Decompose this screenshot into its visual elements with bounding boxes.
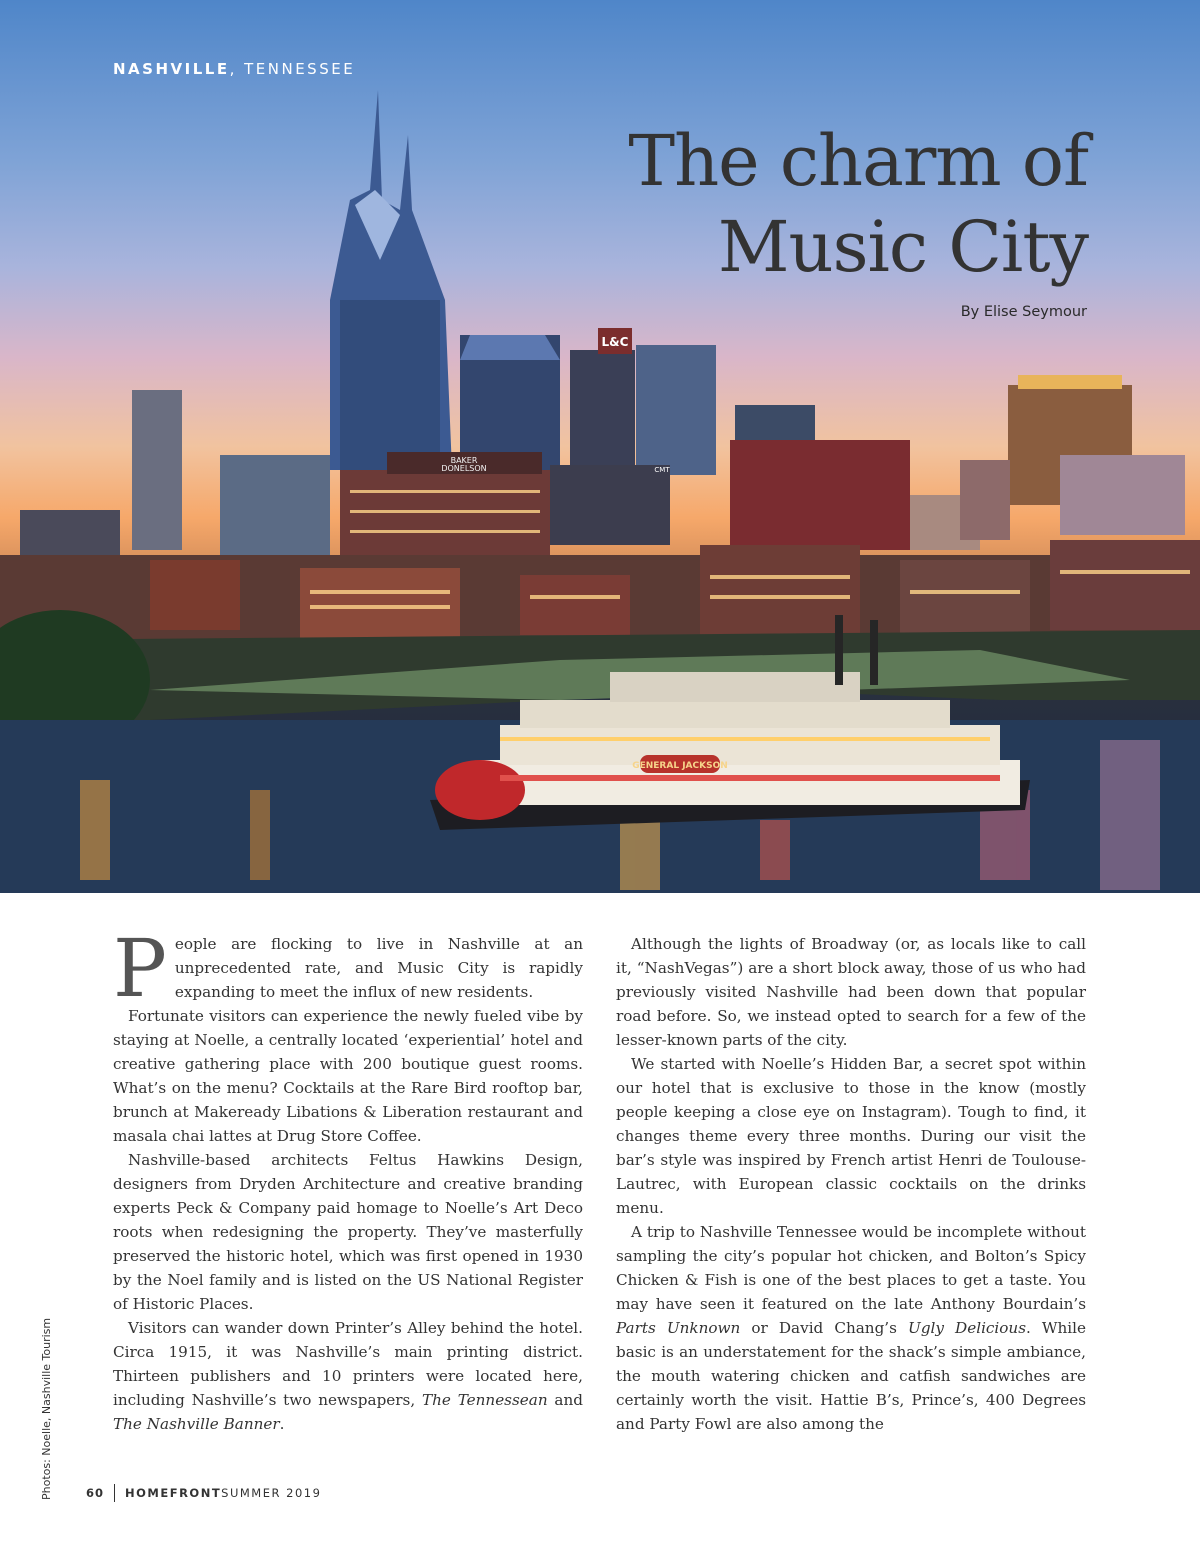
paragraph-text: eople are flocking to live in Nashville at an unprecedented rate, and Music City is rapidly expanding to meet the influx of new residents. xyxy=(174,935,583,1001)
section-state: , TENNESSEE xyxy=(229,60,356,78)
footer-divider xyxy=(114,1484,115,1502)
paragraph: We started with Noelle’s Hidden Bar, a secret spot within our hotel that is exclusive to those in the know (mostly people keeping a close eye on Instagram). Tough to find, it changes theme every three months. During our visit the bar’s style was inspired by French artist Henri de Toulouse-Lautrec, with European classic cocktails on the drinks menu. xyxy=(616,1055,1086,1217)
sign-baker: BAKER xyxy=(450,456,478,465)
paragraph xyxy=(616,1220,1086,1436)
issue-label: SUMMER 2019 xyxy=(221,1486,322,1500)
title-line-2: Music City xyxy=(717,206,1088,288)
paragraph-text: Visitors can wander down Printer’s Alley behind the hotel. Circa 1915, it was Nashville’s main printing district. Thirteen publishers and 10 printers were located here, including Nashville’s two newspapers, xyxy=(113,1319,583,1409)
byline: By Elise Seymour xyxy=(960,304,1087,320)
article-title xyxy=(628,118,1088,290)
show-title: Ugly Delicious xyxy=(908,1319,1027,1337)
paragraph xyxy=(113,922,583,1015)
page-number: 60 xyxy=(86,1486,105,1500)
article-column-right xyxy=(616,932,1086,1436)
show-title: Parts Unknown xyxy=(616,1319,741,1337)
paragraph xyxy=(113,1316,583,1436)
photo-credit: Photos: Noelle, Nashville Tourism xyxy=(40,1317,53,1500)
section-city: NASHVILLE xyxy=(113,60,230,78)
paragraph-text: or David Chang’s xyxy=(740,1319,909,1337)
paragraph-text: A trip to Nashville Tennessee would be incomplete without sampling the city’s popular hot chicken, and Bolton’s Spicy Chicken & Fish is one of the best places to get a taste. You may have seen it featured on the late Anthony Bourdain’s xyxy=(616,1223,1086,1313)
paragraph: Although the lights of Broadway (or, as locals like to call it, “NashVegas”) are a short block away, those of us who had previously visited Nashville had been down that popular road before. So, we instead opted to search for a few of the lesser-known parts of the city. xyxy=(616,935,1086,1049)
publication-title: The Tennessean xyxy=(421,1391,548,1409)
paragraph: Nashville-based architects Feltus Hawkins Design, designers from Dryden Architecture and creative branding experts Peck & Company paid homage to Noelle’s Art Deco roots when redesigning the property. They’ve masterfully preserved the historic hotel, which was first opened in 1930 by the Noel family and is listed on the US National Register of Historic Places. xyxy=(113,1151,583,1313)
paragraph-text: . While basic is an understatement for the shack’s simple ambiance, the mouth watering chicken and catfish sandwiches are certainly worth the visit. Hattie B’s, Prince’s, 400 Degrees and Party Fowl are also among the xyxy=(616,1319,1087,1433)
magazine-brand: HOMEFRONT xyxy=(125,1486,222,1500)
sign-donelson: DONELSON xyxy=(441,464,487,473)
title-line-1: The charm of xyxy=(628,120,1088,202)
article-column-left xyxy=(113,922,583,1436)
sign-lc: L&C xyxy=(601,335,629,349)
boat-name-sign: GENERAL JACKSON xyxy=(632,761,728,771)
paragraph: Fortunate visitors can experience the newly fueled vibe by staying at Noelle, a centrally located ‘experiential’ hotel and creative gathering place with 200 boutique guest rooms. What’s on the menu? Cocktails at the Rare Bird rooftop bar, brunch at Makeready Libations & Liberation restaurant and masala chai lattes at Drug Store Coffee. xyxy=(113,1007,583,1145)
paragraph-text: . xyxy=(279,1415,285,1433)
section-tag xyxy=(113,60,355,78)
sign-cmt: CMT xyxy=(654,466,670,474)
paragraph-text: and xyxy=(547,1391,583,1409)
publication-title: The Nashville Banner xyxy=(113,1415,280,1433)
page-footer xyxy=(86,1484,321,1502)
drop-cap: P xyxy=(113,922,167,1015)
